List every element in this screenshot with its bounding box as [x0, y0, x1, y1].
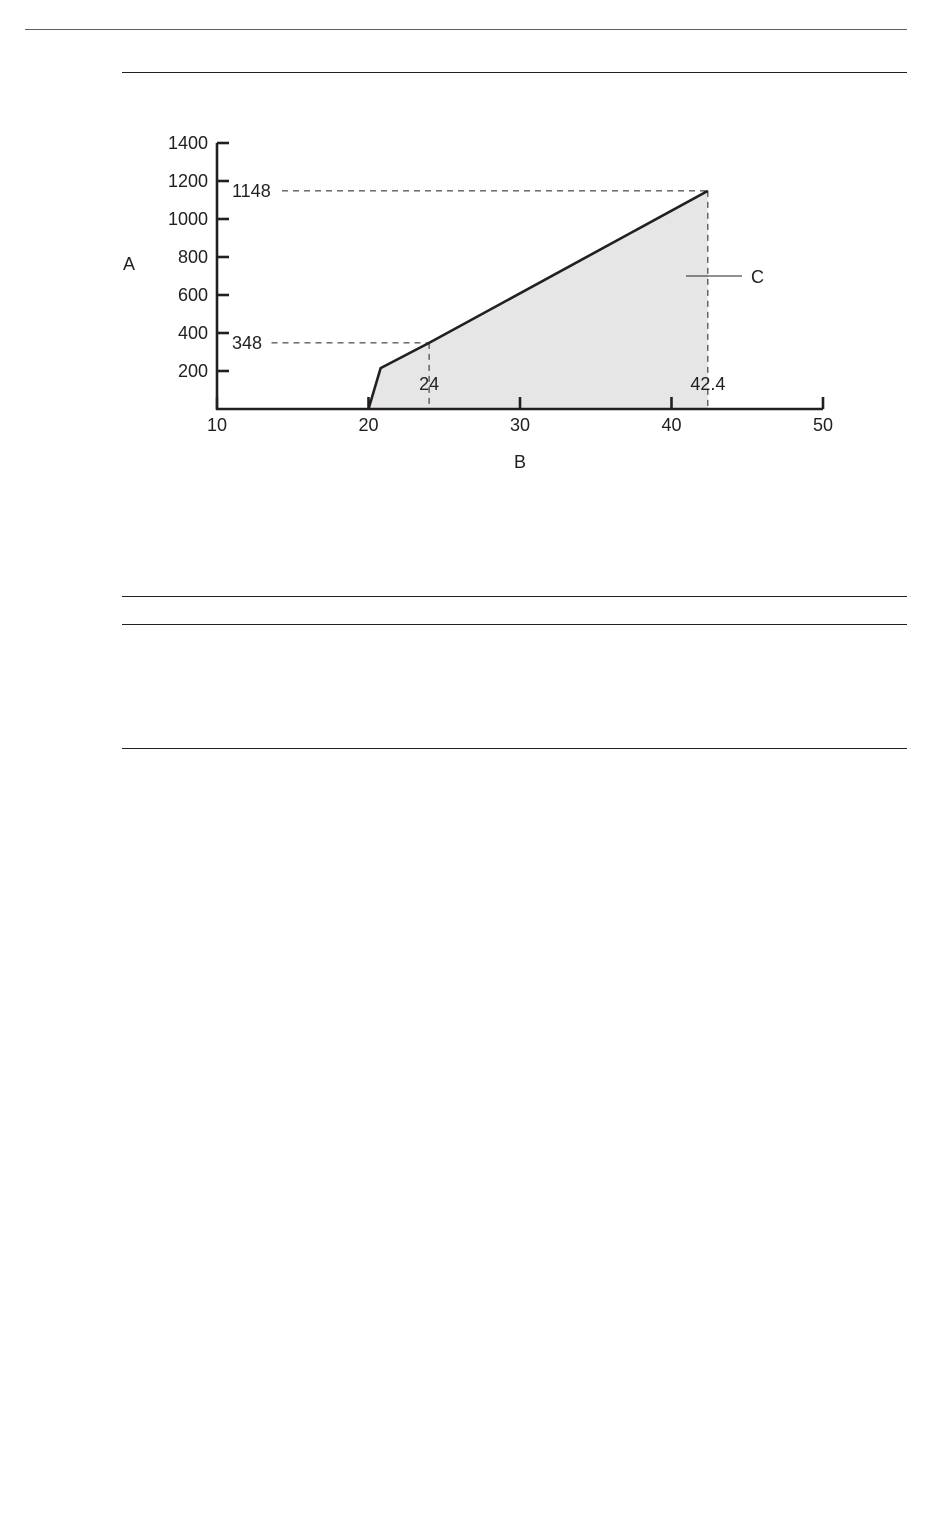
- reference-y-label-0: 348: [232, 332, 263, 353]
- table-bottom-rule: [122, 748, 907, 749]
- x-tick-label-1: 20: [358, 415, 379, 435]
- y-axis-label: A: [122, 254, 136, 274]
- reference-y-label-1: 1148: [232, 180, 271, 201]
- y-tick-label-5: 1200: [167, 171, 208, 191]
- x-tick-label-0: 10: [206, 415, 228, 435]
- x-axis-label: B: [513, 452, 527, 472]
- reference-x-label-1: 42.4: [690, 374, 726, 394]
- y-tick-label-4: 1000: [167, 209, 208, 229]
- region-label: C: [751, 267, 764, 287]
- y-tick-label-2: 600: [177, 285, 208, 305]
- y-tick-label-6: 1400: [167, 133, 208, 153]
- table-top-rule: [122, 596, 907, 597]
- y-tick-label-3: 800: [177, 247, 208, 267]
- x-tick-label-3: 40: [661, 415, 682, 435]
- x-tick-label-4: 50: [812, 415, 834, 435]
- reference-x-label-0: 24: [419, 374, 440, 394]
- y-tick-label-0: 200: [177, 361, 208, 381]
- chart: [0, 0, 950, 600]
- y-tick-label-1: 400: [177, 323, 208, 343]
- x-tick-label-2: 30: [509, 415, 531, 435]
- table-header-rule: [122, 624, 907, 625]
- plot-area: [272, 191, 708, 409]
